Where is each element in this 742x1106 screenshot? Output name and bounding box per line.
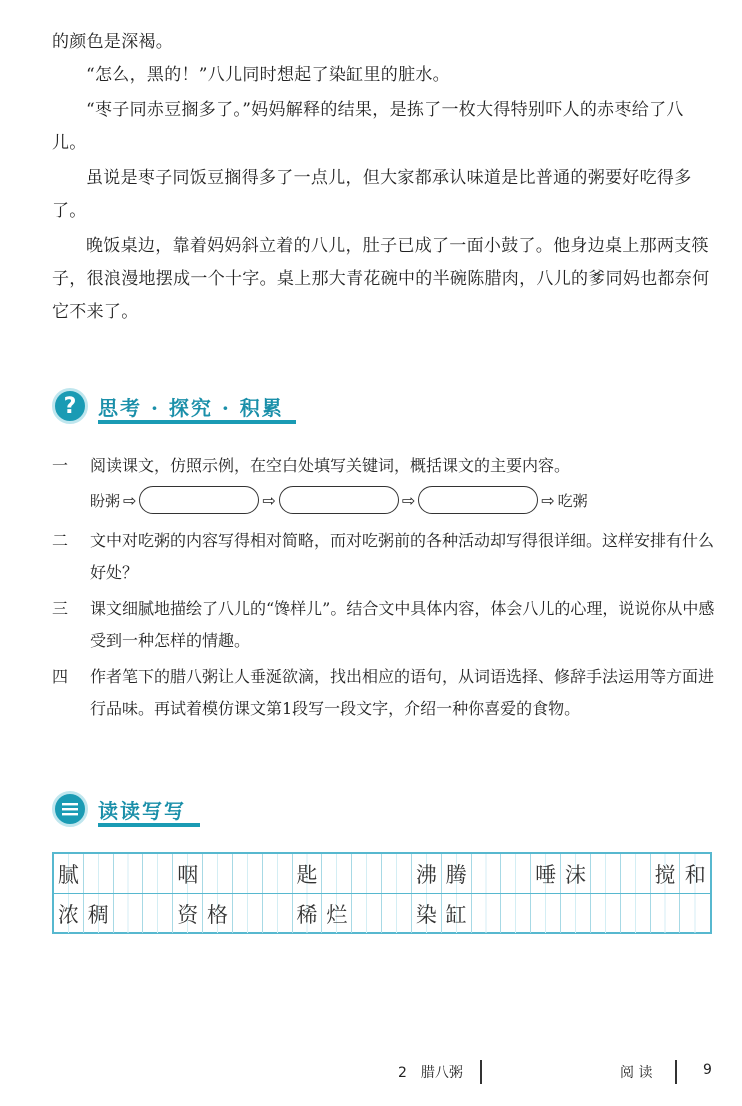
flow-start: 盼粥 bbox=[90, 491, 121, 510]
grid-cell: 唾 bbox=[531, 854, 561, 893]
question-number: 一 bbox=[52, 456, 69, 475]
grid-cell: 和 bbox=[680, 854, 710, 893]
grid-cell bbox=[263, 894, 293, 933]
section-underline bbox=[98, 420, 296, 424]
grid-cell bbox=[352, 894, 382, 933]
grid-cell bbox=[531, 894, 561, 933]
grid-cell bbox=[382, 894, 412, 933]
right-arrow-icon: ⇨ bbox=[123, 490, 137, 510]
grid-cell bbox=[561, 894, 591, 933]
grid-cell: 匙 bbox=[293, 854, 323, 893]
keyword-blank-2[interactable] bbox=[279, 486, 399, 514]
paragraph-1: 的颜色是深褐。 bbox=[52, 32, 174, 52]
footer-lesson-title: 2 腊八粥 bbox=[398, 1065, 463, 1081]
footer-divider bbox=[480, 1060, 482, 1084]
question-icon: ? bbox=[52, 388, 88, 424]
keyword-blank-3[interactable] bbox=[418, 486, 538, 514]
question-text: 文中对吃粥的内容写得相对简略，而对吃粥前的各种活动却写得很详细。这样安排有什么好处？ bbox=[90, 531, 715, 582]
grid-cell bbox=[263, 854, 293, 893]
grid-cell bbox=[382, 854, 412, 893]
lines-icon bbox=[52, 791, 88, 827]
grid-cell bbox=[621, 854, 651, 893]
grid-cell bbox=[680, 894, 710, 933]
section-think-explore-heading bbox=[52, 388, 284, 424]
grid-cell bbox=[472, 894, 502, 933]
grid-cell: 稀 bbox=[293, 894, 323, 933]
grid-cell: 浓 bbox=[54, 894, 84, 933]
question-number: 二 bbox=[52, 531, 69, 550]
grid-cell: 沫 bbox=[561, 854, 591, 893]
question-4 bbox=[52, 661, 722, 725]
word-grid-row-2 bbox=[54, 894, 710, 933]
grid-cell: 腾 bbox=[442, 854, 472, 893]
question-number: 四 bbox=[52, 667, 69, 686]
grid-cell bbox=[114, 894, 144, 933]
grid-cell bbox=[203, 854, 233, 893]
grid-cell bbox=[591, 894, 621, 933]
flow-end: 吃粥 bbox=[557, 491, 588, 510]
section-title: 读读写写 bbox=[98, 798, 186, 823]
question-3 bbox=[52, 593, 722, 657]
grid-cell bbox=[501, 894, 531, 933]
grid-cell bbox=[501, 854, 531, 893]
question-2 bbox=[52, 525, 722, 589]
word-grid-row-1 bbox=[54, 854, 710, 894]
paragraph-2: “怎么，黑的！”八儿同时想起了染缸里的脏水。 bbox=[86, 65, 450, 85]
word-grid bbox=[52, 852, 712, 934]
paragraph-3: “枣子同赤豆搁多了。”妈妈解释的结果，是拣了一枚大得特别吓人的赤枣给了八儿。 bbox=[52, 100, 684, 153]
right-arrow-icon: ⇨ bbox=[401, 490, 416, 510]
grid-cell bbox=[591, 854, 621, 893]
grid-cell bbox=[143, 854, 173, 893]
section-underline bbox=[98, 823, 200, 827]
question-text: 作者笔下的腊八粥让人垂涎欲滴，找出相应的语句，从词语选择、修辞手法运用等方面进行品味。再试着模仿课文第1段写一段文字，介绍一种你喜爱的食物。 bbox=[90, 667, 715, 718]
section-read-write-heading bbox=[52, 791, 186, 827]
paragraph-4: 虽说是枣子同饭豆搁得多了一点儿，但大家都承认味道是比普通的粥要好吃得多了。 bbox=[52, 168, 692, 221]
grid-cell: 稠 bbox=[84, 894, 114, 933]
question-text: 阅读课文，仿照示例，在空白处填写关键词，概括课文的主要内容。 bbox=[90, 456, 571, 475]
grid-cell bbox=[233, 894, 263, 933]
footer-unit-name: 阅 读 bbox=[620, 1065, 653, 1081]
page-number: 9 bbox=[703, 1062, 712, 1078]
grid-cell: 缸 bbox=[442, 894, 472, 933]
grid-cell: 资 bbox=[173, 894, 203, 933]
grid-cell bbox=[621, 894, 651, 933]
question-number: 三 bbox=[52, 599, 69, 618]
paragraph-5: 晚饭桌边，靠着妈妈斜立着的八儿，肚子已成了一面小鼓了。他身边桌上那两支筷子，很浪漫地摆成一个十字。桌上那大青花碗中的半碗陈腊肉，八儿的爹同妈也都奈何它不来了。 bbox=[52, 236, 710, 322]
grid-cell: 搅 bbox=[651, 854, 681, 893]
grid-cell: 烂 bbox=[322, 894, 352, 933]
grid-cell: 沸 bbox=[412, 854, 442, 893]
grid-cell bbox=[233, 854, 263, 893]
grid-cell bbox=[651, 894, 681, 933]
grid-cell bbox=[114, 854, 144, 893]
grid-cell: 腻 bbox=[54, 854, 84, 893]
grid-cell bbox=[472, 854, 502, 893]
keyword-flow bbox=[90, 486, 588, 514]
grid-cell bbox=[322, 854, 352, 893]
right-arrow-icon: ⇨ bbox=[541, 490, 555, 510]
grid-cell bbox=[84, 854, 114, 893]
grid-cell: 格 bbox=[203, 894, 233, 933]
keyword-blank-1[interactable] bbox=[139, 486, 259, 514]
question-text: 课文细腻地描绘了八儿的“馋样儿”。结合文中具体内容，体会八儿的心理，说说你从中感受到一种怎样的情趣。 bbox=[90, 599, 715, 650]
grid-cell bbox=[352, 854, 382, 893]
right-arrow-icon: ⇨ bbox=[262, 490, 276, 510]
footer-divider bbox=[675, 1060, 677, 1084]
question-1 bbox=[52, 450, 722, 482]
section-title: 思考 · 探究 · 积累 bbox=[98, 395, 284, 420]
grid-cell bbox=[143, 894, 173, 933]
grid-cell: 染 bbox=[412, 894, 442, 933]
grid-cell: 咽 bbox=[173, 854, 203, 893]
